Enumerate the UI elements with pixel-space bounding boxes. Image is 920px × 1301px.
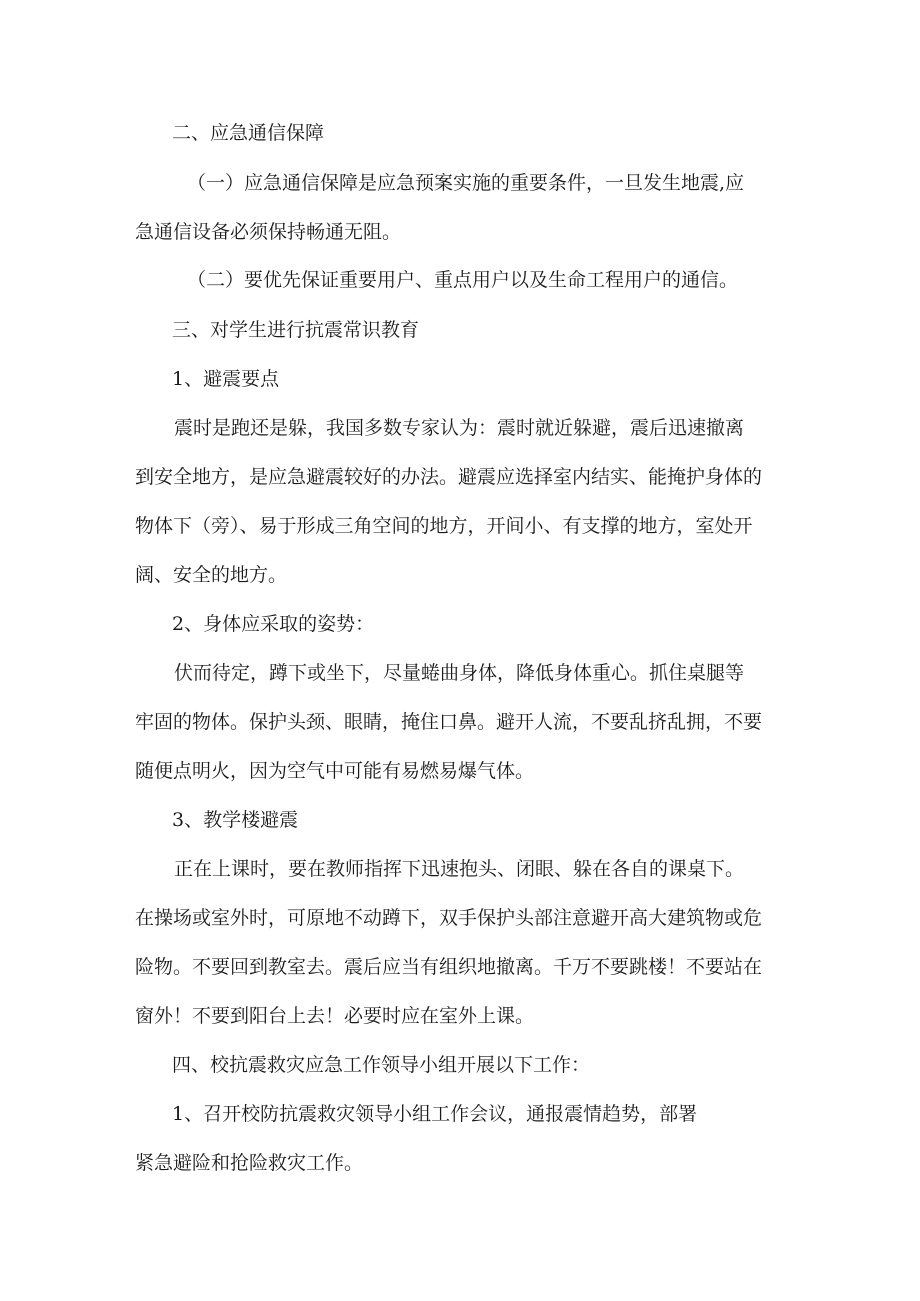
paragraph-line: 窗外！不要到阳台上去！必要时应在室外上课。	[135, 1005, 535, 1027]
paragraph-line: 在操场或室外时，可原地不动蹲下，双手保护头部注意避开高大建筑物或危	[135, 907, 763, 929]
paragraph-line: （二）要优先保证重要用户、重点用户以及生命工程用户的通信。	[187, 269, 739, 291]
paragraph-line: 紧急避险和抢险救灾工作。	[135, 1152, 364, 1174]
paragraph-line: （一）应急通信保障是应急预案实施的重要条件，一旦发生地震,应	[187, 172, 745, 194]
paragraph-line: 震时是跑还是躲，我国多数专家认为：震时就近躲避，震后迅速撤离	[174, 417, 745, 439]
subheading-avoidance-points: 1、避震要点	[172, 368, 280, 390]
paragraph-line: 伏而待定，蹲下或坐下，尽量蜷曲身体，降低身体重心。抓住桌腿等	[174, 662, 745, 684]
section-heading-leadership-group: 四、校抗震救灾应急工作领导小组开展以下工作：	[172, 1054, 591, 1076]
paragraph-line: 随便点明火，因为空气中可能有易燃易爆气体。	[135, 760, 535, 782]
paragraph-line: 到安全地方，是应急避震较好的办法。避震应选择室内结实、能掩护身体的	[135, 466, 763, 488]
subheading-building-avoidance: 3、教学楼避震	[172, 809, 299, 831]
paragraph-line: 急通信设备必须保持畅通无阻。	[135, 221, 402, 243]
paragraph-line: 物体下（旁）、易于形成三角空间的地方，开间小、有支撑的地方，室处开	[135, 515, 753, 537]
paragraph-line: 正在上课时，要在教师指挥下迅速抱头、闭眼、躲在各自的课桌下。	[174, 858, 745, 880]
paragraph-line: 险物。不要回到教室去。震后应当有组织地撤离。千万不要跳楼！不要站在	[135, 956, 763, 978]
paragraph-line: 1、召开校防抗震救灾领导小组工作会议，通报震情趋势，部署	[172, 1103, 698, 1125]
section-heading-emergency-communication: 二、应急通信保障	[172, 122, 325, 144]
section-heading-earthquake-education: 三、对学生进行抗震常识教育	[172, 319, 420, 341]
paragraph-line: 牢固的物体。保护头颈、眼睛，掩住口鼻。避开人流，不要乱挤乱拥，不要	[135, 711, 763, 733]
paragraph-line: 阔、安全的地方。	[135, 564, 288, 586]
subheading-body-posture: 2、身体应采取的姿势：	[172, 613, 375, 635]
